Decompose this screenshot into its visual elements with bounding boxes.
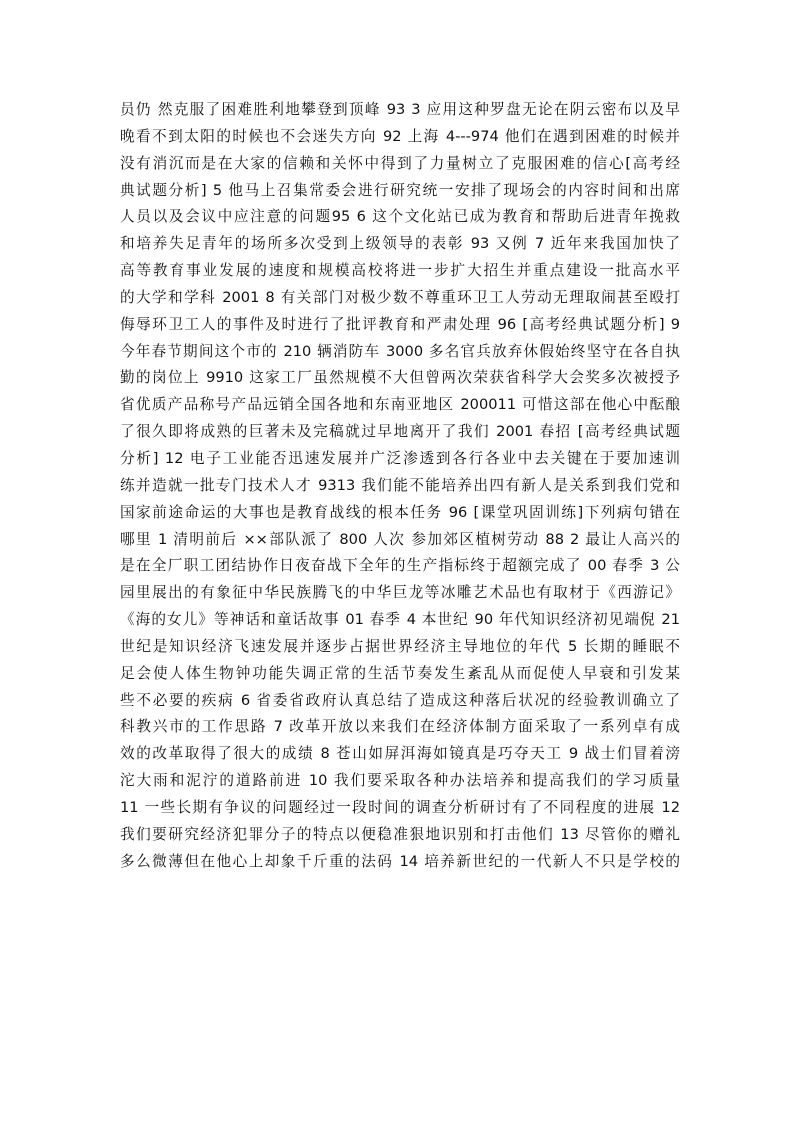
text-line: 没有消沉而是在大家的信赖和关怀中得到了力量树立了克服困难的信心[高考经: [120, 154, 680, 172]
text-line: 和培养失足青年的场所多次受到上级领导的表彰 93 又例 7 近年来我国加快了: [120, 235, 680, 253]
text-line: 省优质产品称号产品远销全国各地和东南亚地区 200011 可惜这部在他心中酝酿: [120, 396, 680, 414]
text-line: 国家前途命运的大事也是教育战线的根本任务 96 [课堂巩固训练]下列病句错在: [120, 503, 680, 521]
text-line: 的大学和学科 2001 8 有关部门对极少数不尊重环卫工人劳动无理取闹甚至殴打: [120, 288, 680, 306]
text-line: 我们要研究经济犯罪分子的特点以便稳准狠地识别和打击他们 13 尽管你的赠礼: [120, 825, 680, 843]
text-line: 典试题分析] 5 他马上召集常委会进行研究统一安排了现场会的内容时间和出席: [120, 181, 680, 199]
text-line: 今年春节期间这个市的 210 辆消防车 3000 多名官兵放弃休假始终坚守在各自执: [120, 342, 680, 360]
text-line: 是在全厂职工团结协作日夜奋战下全年的生产指标终于超额完成了 00 春季 3 公: [120, 557, 680, 575]
text-line: 人员以及会议中应注意的问题95 6 这个文化站已成为教育和帮助后进青年挽救: [120, 208, 680, 226]
text-line: 世纪是知识经济飞速发展并逐步占据世界经济主导地位的年代 5 长期的睡眠不: [120, 637, 680, 655]
text-line: 科教兴市的工作思路 7 改革开放以来我们在经济体制方面采取了一系列卓有成: [120, 718, 680, 736]
text-line: 了很久即将成熟的巨著未及完稿就过早地离开了我们 2001 春招 [高考经典试题: [120, 423, 680, 441]
text-line: 晚看不到太阳的时候也不会迷失方向 92 上海 4---974 他们在遇到困难的时候并: [120, 127, 680, 145]
text-line: 《海的女儿》等神话和童话故事 01 春季 4 本世纪 90 年代知识经济初见端倪 21: [120, 611, 680, 629]
text-line: 效的改革取得了很大的成绩 8 苍山如屏洱海如镜真是巧夺天工 9 战士们冒着滂: [120, 745, 680, 763]
text-line: 园里展出的有象征中华民族腾飞的中华巨龙等冰雕艺术品也有取材于《西游记》: [120, 584, 680, 602]
text-line: 些不必要的疾病 6 省委省政府认真总结了造成这种落后状况的经验教训确立了: [120, 691, 680, 709]
text-line: 勤的岗位上 9910 这家工厂虽然规模不大但曾两次荣获省科学大会奖多次被授予: [120, 369, 680, 387]
text-line: 多么微薄但在他心上却象千斤重的法码 14 培养新世纪的一代新人不只是学校的: [120, 852, 680, 870]
text-line: 练并造就一批专门技术人才 9313 我们能不能培养出四有新人是关系到我们党和: [120, 476, 680, 494]
text-line: 沱大雨和泥泞的道路前进 10 我们要采取各种办法培养和提高我们的学习质量: [120, 772, 680, 790]
text-line: 哪里 1 清明前后 ××部队派了 800 人次 参加郊区植树劳动 88 2 最让人高兴的: [120, 530, 680, 548]
text-line: 员仍 然克服了困难胜利地攀登到顶峰 93 3 应用这种罗盘无论在阴云密布以及早: [120, 101, 680, 118]
text-line: 足会使人体生物钟功能失调正常的生活节奏发生紊乱从而促使人早衰和引发某: [120, 664, 680, 682]
document-body: [120, 97, 680, 875]
text-line: 分析] 12 电子工业能否迅速发展并广泛渗透到各行各业中去关键在于要加速训: [120, 449, 680, 467]
text-line: 侮辱环卫工人的事件及时进行了批评教育和严肃处理 96 [高考经典试题分析] 9: [120, 315, 680, 333]
text-line: 高等教育事业发展的速度和规模高校将进一步扩大招生并重点建设一批高水平: [120, 262, 680, 280]
text-line: 11 一些长期有争议的问题经过一段时间的调查分析研讨有了不同程度的进展 12: [120, 798, 680, 816]
